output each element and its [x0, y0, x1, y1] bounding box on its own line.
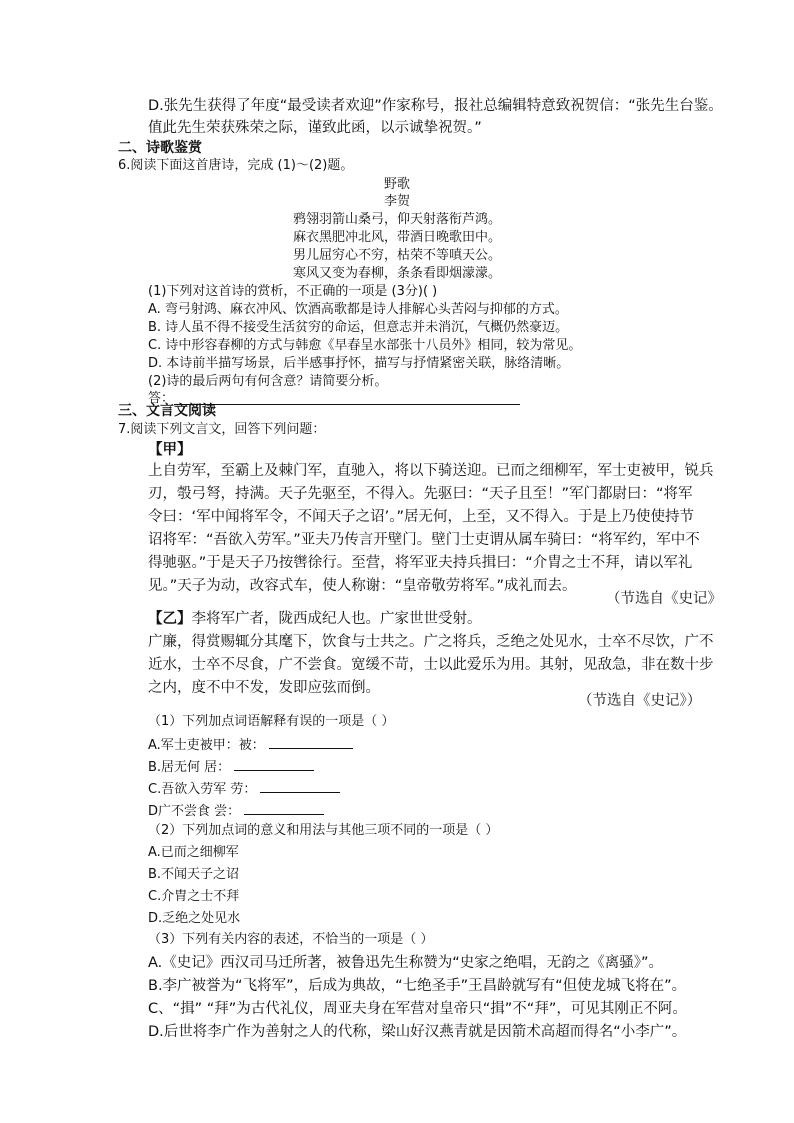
yi-source: （节选自《史记》）: [578, 693, 702, 709]
jia-line-1: 上自劳军，至霸上及棘门军，直驰入，将以下骑送迎。已而之细柳军，军士吏被甲，锐兵: [148, 463, 714, 479]
q7-sub2-stem: （2）下列加点词的意义和用法与其他三项不同的一项是（ ）: [148, 823, 499, 838]
section3-heading: 三、文言文阅读: [118, 403, 216, 419]
q6-sub1-stem: (1)下列对这首诗的赏析，不正确的一项是 (3分)( ): [148, 284, 438, 299]
q7-sub1-blank-b[interactable]: [234, 758, 314, 771]
q6-sub1-option-b: B. 诗人虽不得不接受生活贫穷的命运，但意志并未消沉，气概仍然豪迈。: [148, 320, 569, 335]
q7-sub1-blank-a[interactable]: [269, 736, 353, 749]
jia-line-3: 令曰：‘军中闻将军令，不闻天子之诏’。”居无何，上至，又不得入。于是上乃使使持节: [148, 509, 694, 525]
q6-prompt: 6.阅读下面这首唐诗，完成 (1)～(2)题。: [118, 158, 354, 173]
poem-line-2: 麻衣黑肥冲北风，带酒日晚歌田中。: [292, 230, 501, 245]
q5-option-d-line2: 值此先生荣获殊荣之际，谨致此函，以示诚挚祝贺。”: [148, 120, 482, 136]
q6-sub2-stem: (2)诗的最后两句有何含意？请简要分析。: [148, 374, 388, 389]
yi-line-3: 近水，士卒不尽食，广不尝食。宽缓不苛，士以此爱乐为用。其射，见敌急，非在数十步: [148, 657, 714, 673]
jia-line-5: 得驰驱。”于是天子乃按辔徐行。至营，将军亚夫持兵揖曰：“介胄之士不拜，请以军礼: [148, 555, 693, 571]
q7-sub2-option-d: D.乏绝之处见水: [148, 911, 241, 926]
q6-answer-label: 答：: [148, 391, 175, 406]
yi-line-2: 广廉，得赏赐辄分其麾下，饮食与士共之。广之将兵，乏绝之处见水，士卒不尽饮，广不: [148, 634, 714, 650]
q7-sub1-option-d: D广不尝食 尝：: [148, 804, 241, 819]
q7-sub1-stem: （1）下列加点词语解释有误的一项是（ ）: [148, 714, 395, 729]
q7-sub3-option-c: C、“揖” “拜”为古代礼仪，周亚夫身在军营对皇帝只“揖”不“拜”，可见其刚正不阿。: [148, 1001, 687, 1017]
q7-sub2-option-a: A.已而之细柳军: [148, 845, 239, 860]
q6-answer-line[interactable]: [174, 404, 520, 405]
q7-sub1-option-c: C.吾欲入劳军 劳：: [148, 782, 257, 797]
poem-line-3: 男儿屈穷心不穷，枯荣不等嗔天公。: [292, 248, 501, 263]
q7-prompt: 7.阅读下列文言文，回答下列问题：: [118, 422, 326, 437]
q7-sub1-option-b: B.居无何 居：: [148, 760, 231, 775]
poem-line-4: 寒风又变为春柳，条条看即烟濛濛。: [292, 266, 501, 281]
poem-author: 李贺: [383, 194, 410, 209]
q5-option-d-line1: D.张先生获得了年度“最受读者欢迎”作家称号，报社总编辑特意致祝贺信：“张先生台鉴。: [148, 98, 723, 114]
yi-line-1: 李将军广者，陇西成纪人也。广家世世受射。: [191, 611, 482, 627]
q7-sub3-option-b: B.李广被誉为“飞将军”，后成为典故，“七绝圣手”王昌龄就写有“但使龙城飞将在”。: [148, 978, 687, 994]
yi-label: 【乙】: [148, 611, 192, 627]
jia-line-4: 诏将军：“吾欲入劳军。”亚夫乃传言开壁门。壁门士吏谓从属车骑曰：“将军约，军中不: [148, 532, 700, 548]
q7-sub3-stem: （3）下列有关内容的表述，不恰当的一项是（ ）: [148, 932, 434, 947]
q6-sub1-option-d: D. 本诗前半描写场景，后半感事抒怀，描写与抒情紧密关联，脉络清晰。: [148, 356, 570, 371]
q7-sub2-option-b: B.不闻天子之诏: [148, 867, 240, 882]
jia-line-2: 刃，彀弓弩，持满。天子先驱至，不得入。先驱曰：“天子且至！”军门都尉曰：“将军: [148, 486, 693, 502]
yi-line-4: 之内，度不中不发，发即应弦而倒。: [148, 680, 380, 696]
q7-sub3-option-d: D.后世将李广作为善射之人的代称，梁山好汉燕青就是因箭术高超而得名“小李广”。: [148, 1024, 687, 1040]
q7-sub3-option-a: A.《史记》西汉司马迁所著，被鲁迅先生称赞为“史家之绝唱，无韵之《离骚》”。: [148, 955, 664, 971]
q7-sub1-blank-d[interactable]: [244, 802, 324, 815]
jia-label: 【甲】: [148, 442, 192, 458]
poem-line-1: 鸦翎羽箭山桑弓，仰天射落衔芦鸿。: [292, 212, 501, 227]
q6-sub1-option-c: C. 诗中形容春柳的方式与韩愈《早春呈水部张十八员外》相同，较为常见。: [148, 338, 582, 353]
q7-sub2-option-c: C.介胄之士不拜: [148, 889, 240, 904]
q7-sub1-blank-c[interactable]: [260, 780, 340, 793]
q6-sub1-option-a: A. 弯弓射鸿、麻衣冲风、饮酒高歌都是诗人排解心头苦闷与抑郁的方式。: [148, 302, 568, 317]
poem-title: 野歌: [383, 177, 410, 192]
q7-sub1-option-a: A.军士吏被甲：被：: [148, 738, 265, 753]
jia-source: （节选自《史记》: [606, 591, 722, 607]
section2-heading: 二、诗歌鉴赏: [118, 140, 202, 156]
jia-line-6: 见。”天子为动，改容式车，使人称谢：“皇帝敬劳将军。”成礼而去。: [148, 578, 577, 594]
